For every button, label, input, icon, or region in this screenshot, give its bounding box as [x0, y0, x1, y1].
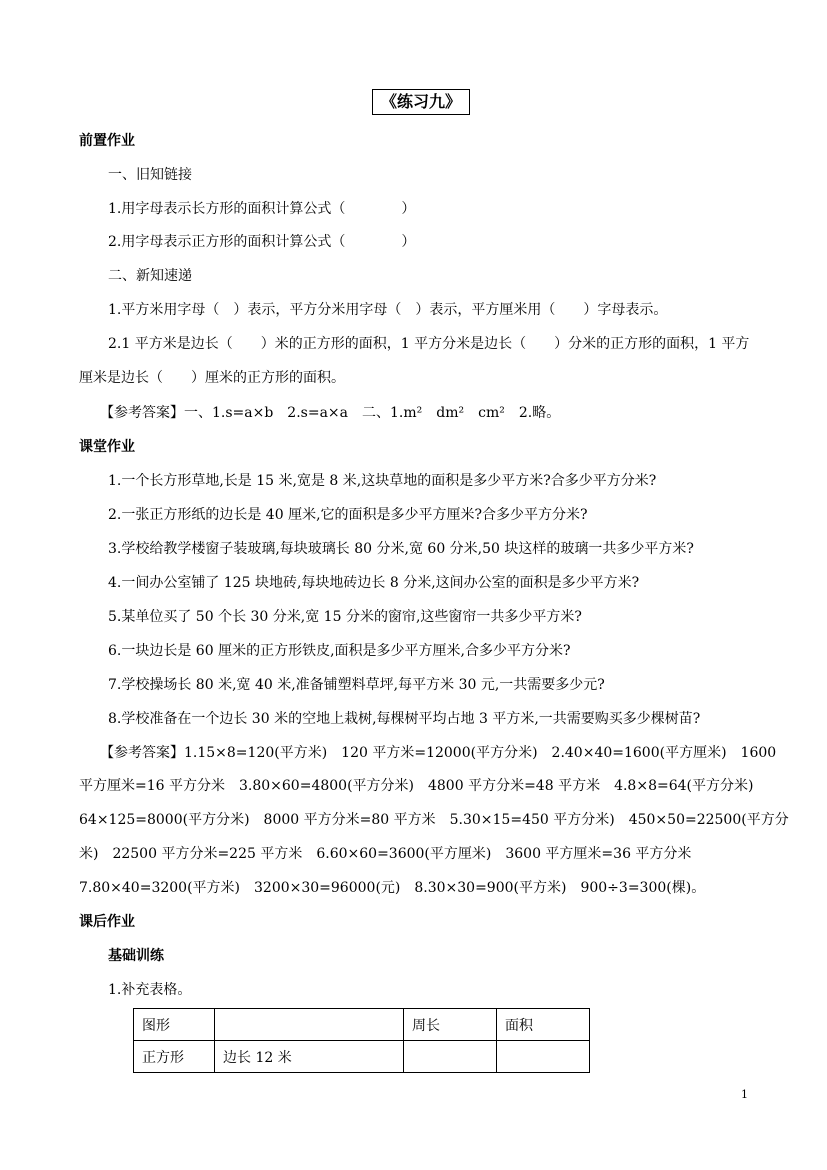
table-cell: 边长 12 米: [215, 1041, 404, 1073]
table-row: [134, 1041, 590, 1073]
class-question: 7.学校操场长 80 米,宽 40 米,准备铺塑料草坪,每平方米 30 元,一共需要多少元?: [108, 677, 605, 693]
table-header-cell: 面积: [497, 1009, 590, 1041]
section-heading-after-work: 课后作业: [79, 914, 135, 930]
table-header-cell: [215, 1009, 404, 1041]
class-question: 1.一个长方形草地,长是 15 米,宽是 8 米,这块草地的面积是多少平方米?合多少平方分米?: [108, 473, 657, 489]
question-rect-formula: 1.用字母表示长方形的面积计算公式（ ）: [108, 201, 416, 217]
reference-answer-pre-work: 【参考答案】一、1.s=a×b 2.s=a×a 二、1.m² dm² cm² 2.略。: [100, 405, 561, 421]
page-title: 《练习九》: [372, 89, 470, 115]
table-cell: [497, 1041, 590, 1073]
question-unit-letters: 1.平方米用字母（ ）表示，平方分米用字母（ ）表示，平方厘米用（ ）字母表示。: [108, 302, 668, 318]
class-question: 6.一块边长是 60 厘米的正方形铁皮,面积是多少平方厘米,合多少平方分米?: [108, 643, 571, 659]
reference-answer-class-line: 平方厘米=16 平方分米 3.80×60=4800(平方分米) 4800 平方分米=48 平方米 4.8×8=64(平方分米): [79, 778, 754, 794]
reference-answer-class-line: 64×125=8000(平方分米) 8000 平方分米=80 平方米 5.30×15=450 平方分米) 450×50=22500(平方分: [79, 812, 789, 828]
class-question: 2.一张正方形纸的边长是 40 厘米,它的面积是多少平方厘米?合多少平方分米?: [108, 507, 588, 523]
question-unit-definition-line1: 2.1 平方米是边长（ ）米的正方形的面积，1 平方分米是边长（ ）分米的正方形的面积，1 平方: [108, 336, 750, 352]
table-header-cell: 图形: [134, 1009, 215, 1041]
subsection-old-knowledge: 一、旧知链接: [108, 167, 192, 183]
question-square-formula: 2.用字母表示正方形的面积计算公式（ ）: [108, 234, 416, 250]
fill-in-table: [133, 1008, 590, 1073]
section-heading-pre-work: 前置作业: [79, 133, 135, 149]
class-question: 4.一间办公室铺了 125 块地砖,每块地砖边长 8 分米,这间办公室的面积是多少平方米?: [108, 575, 640, 591]
table-cell: 正方形: [134, 1041, 215, 1073]
table-header-cell: 周长: [404, 1009, 497, 1041]
class-question: 5.某单位买了 50 个长 30 分米,宽 15 分米的窗帘,这些窗帘一共多少平方米?: [108, 609, 582, 625]
table-cell: [404, 1041, 497, 1073]
class-question: 8.学校准备在一个边长 30 米的空地上栽树,每棵树平均占地 3 平方米,一共需要购买多少棵树苗?: [108, 711, 701, 727]
page-number: 1: [741, 1088, 748, 1101]
section-heading-class-work: 课堂作业: [79, 439, 135, 455]
reference-answer-class-line: 7.80×40=3200(平方米) 3200×30=96000(元) 8.30×30=900(平方米) 900÷3=300(棵)。: [79, 880, 706, 896]
reference-answer-class-line: 【参考答案】1.15×8=120(平方米) 120 平方米=12000(平方分米) 2.40×40=1600(平方厘米) 1600: [100, 745, 777, 761]
reference-answer-class-line: 米) 22500 平方分米=225 平方米 6.60×60=3600(平方厘米) 3600 平方厘米=36 平方分米: [79, 846, 692, 862]
class-question: 3.学校给教学楼窗子装玻璃,每块玻璃长 80 分米,宽 60 分米,50 块这样的玻璃一共多少平方米?: [108, 541, 694, 557]
table-header-row: [134, 1009, 590, 1041]
subsection-basic-training: 基础训练: [108, 948, 164, 964]
question-fill-table: 1.补充表格。: [108, 982, 192, 998]
question-unit-definition-line2: 厘米是边长（ ）厘米的正方形的面积。: [79, 370, 345, 386]
subsection-new-knowledge: 二、新知速递: [108, 268, 192, 284]
